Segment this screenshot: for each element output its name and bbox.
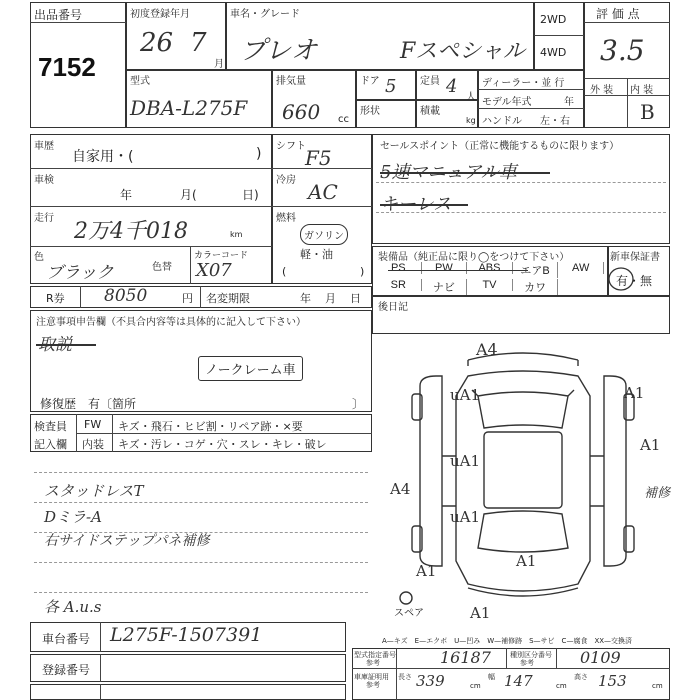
first-reg-label: 初度登録年月 [130, 9, 190, 20]
mileage-value: 2万4千018 [74, 219, 188, 244]
type-spec-label: 型式指定番号 [354, 651, 396, 659]
height-name: 高さ [574, 673, 588, 681]
length-ref: 参考 [366, 681, 380, 689]
insp-year: 年 [120, 188, 133, 202]
mark-spare: スペア [394, 608, 424, 619]
divider [627, 78, 628, 128]
model-year-suffix: 年 [564, 97, 574, 108]
doors: 5 [385, 76, 397, 97]
ac-value: AC [308, 180, 338, 204]
int-label: 内装 [82, 438, 104, 451]
fw-label: FW [84, 418, 102, 431]
mark-a4-left: A4 [390, 480, 411, 498]
divider [30, 206, 272, 207]
height-unit: cm [652, 682, 663, 690]
warranty-value: 有・無 [616, 274, 653, 288]
divider [478, 89, 584, 90]
strike-line [388, 270, 528, 271]
divider [100, 622, 101, 652]
mark-top: A4 [476, 340, 498, 359]
nc-month: 月 [325, 292, 336, 305]
color-code-label: カラーコード [194, 251, 249, 261]
after-market-label: 後日記 [378, 302, 408, 313]
mark-a1-bottom: A1 [470, 604, 491, 622]
strike-line [380, 204, 468, 206]
recycle-box [30, 286, 372, 308]
fuel-gasoline: ガソリン [300, 224, 348, 245]
doors-label: ドア [360, 76, 380, 87]
fuel-paren-close: ) [360, 265, 365, 278]
remark-line5: 各 A.u.s [44, 598, 102, 616]
inspection-label: 車検 [34, 175, 54, 186]
divider [100, 684, 101, 700]
equipment-item: SR [376, 279, 422, 291]
equipment-item: カワ [513, 279, 559, 295]
chassis-label: 車台番号 [42, 632, 91, 646]
history-value: 自家用・( [72, 149, 134, 165]
strike-line [36, 344, 96, 346]
mark-a1-center: A1 [516, 552, 537, 570]
remark-line3: 右サイドステップパネ補修 [44, 533, 210, 549]
width-value: 147 [504, 672, 533, 690]
equipment-item: TV [467, 279, 513, 291]
divider [272, 206, 372, 207]
month-unit: 月 [214, 59, 224, 70]
after-market-box [372, 296, 670, 334]
model-code: DBA-L275F [130, 96, 248, 120]
color-code: X07 [196, 260, 232, 281]
history-close: ) [256, 146, 262, 162]
eval-label: 評 価 点 [596, 7, 640, 21]
eval-score: 3.5 [600, 34, 645, 67]
divider [396, 648, 397, 700]
color-change-label: 色替 [152, 262, 172, 273]
handle-value: 左・右 [540, 116, 570, 127]
no-claim-stamp: ノークレーム車 [198, 356, 303, 381]
divider [506, 648, 507, 668]
r-label: R券 [46, 292, 65, 305]
mark-a1-right-top: A1 [624, 384, 645, 402]
entry-label: 記入欄 [34, 438, 67, 451]
kg-unit: kg [466, 116, 476, 125]
divider [190, 246, 191, 284]
reg-month: 7 [190, 28, 207, 58]
drive-2wd: 2WD [540, 13, 567, 26]
height-value: 153 [598, 672, 627, 690]
divider [352, 668, 670, 669]
displacement: 660 [282, 100, 321, 124]
length-value: 339 [416, 672, 445, 690]
name-change-label: 名変期限 [206, 292, 250, 305]
remark-line1: スタッドレスT [44, 482, 144, 500]
color-value: ブラック [46, 263, 114, 283]
ac-label: 冷房 [276, 175, 296, 186]
history-label: 車歴 [34, 141, 54, 152]
exterior-label: 外 装 [590, 85, 614, 96]
remark-line2: Dミラ-A [44, 508, 102, 526]
ruled-line [34, 472, 368, 473]
class-value: 0109 [580, 648, 621, 667]
insp-month: 月( [180, 188, 197, 202]
drive-4wd: 4WD [540, 46, 567, 59]
divider [112, 414, 113, 452]
mileage-label: 走行 [34, 213, 54, 224]
equipment-item: エアB [513, 262, 559, 278]
seating-label: 定員 [420, 76, 440, 87]
diagram-legend: A—キズ E—エクボ U—凹み W—補修跡 S—サビ C—腐食 XX—交換済 [382, 637, 633, 645]
cc-unit: cc [338, 114, 349, 125]
equipment-item: PW [422, 262, 468, 274]
yen-unit: 円 [182, 292, 193, 305]
shift-label: シフト [276, 141, 306, 152]
interior-label: 内 装 [630, 85, 654, 96]
divider [584, 22, 670, 23]
divider [30, 22, 126, 23]
length-unit: cm [470, 682, 481, 690]
repair-label: 修復歴 有〔箇所 [40, 397, 137, 411]
seating: 4 [446, 76, 458, 97]
model-label: 型式 [130, 76, 150, 87]
width-unit: cm [556, 682, 567, 690]
load-label: 積載 [420, 106, 440, 117]
shift-value: F5 [305, 146, 332, 170]
warranty-label: 新車保証書 [610, 252, 660, 263]
interior-grade: B [640, 100, 655, 124]
mark-ua1-left-top: uA1 [450, 386, 481, 404]
insp-day: 日) [242, 188, 259, 202]
lot-number: 7152 [38, 52, 96, 82]
divider [30, 246, 272, 247]
model-year-label: モデル年式 [482, 97, 532, 108]
width-name: 幅 [488, 673, 495, 681]
fuel-label: 燃料 [276, 213, 296, 224]
divider [272, 168, 372, 169]
dealer-label: ディーラー・並 行 [482, 78, 565, 89]
sales-line2: キーレス [380, 194, 452, 215]
ruled-line [34, 592, 368, 593]
car-name: プレオ [240, 36, 317, 66]
fuel-diesel: 軽・油 [300, 248, 333, 261]
equipment-item: PS [376, 262, 422, 274]
divider [30, 168, 272, 169]
mark-ua1-left-mid: uA1 [450, 452, 481, 470]
strike-line [380, 172, 550, 174]
divider [478, 108, 584, 109]
divider [584, 95, 670, 96]
length-label: 車庫証明用 [354, 673, 389, 681]
nc-day: 日 [350, 292, 361, 305]
divider [80, 286, 81, 308]
divider [100, 654, 101, 682]
car-name-label: 車名・グレード [230, 9, 300, 20]
handle-label: ハンドル [482, 116, 522, 127]
fw-items: キズ・飛石・ヒビ割・リペア跡・×要 [118, 420, 303, 433]
shape-label: 形状 [360, 106, 380, 117]
circle-mark-icon [606, 264, 636, 294]
reg-no-label: 登録番号 [42, 663, 91, 677]
length-name: 長さ [398, 673, 412, 681]
color-label: 色 [34, 252, 44, 263]
divider [200, 286, 201, 308]
equipment-item: ナビ [422, 279, 468, 295]
inspector-label: 検査員 [34, 420, 67, 433]
equipment-item: ABS [467, 262, 513, 274]
sales-points-label: セールスポイント（正常に機能するものに限ります） [380, 141, 620, 152]
r-value: 8050 [104, 286, 148, 306]
repair-close: 〕 [352, 397, 365, 411]
nc-year: 年 [300, 292, 311, 305]
car-diagram [376, 336, 670, 626]
notes-handwritten: 取説 [38, 335, 72, 355]
seating-unit: 人 [466, 92, 476, 103]
reg-year: 26 [140, 28, 174, 58]
grade: Fスペシャル [400, 39, 525, 64]
equipment-item: AW [558, 262, 604, 274]
chassis-value: L275F-1507391 [110, 624, 263, 646]
ruled-line [34, 562, 368, 563]
equipment-label: 装備品（純正品に限り◯をつけて下さい） [378, 252, 570, 263]
lot-label: 出品番号 [34, 8, 83, 22]
divider [556, 648, 557, 668]
class-ref: 参考 [520, 659, 534, 667]
class-label: 種別区分番号 [510, 651, 552, 659]
displacement-label: 排気量 [276, 76, 306, 87]
mark-repair-note: 補修 [644, 486, 671, 501]
mark-ua1-left-bot: uA1 [450, 508, 481, 526]
notes-label: 注意事項申告欄（不具合内容等は具体的に記入して下さい） [36, 317, 306, 328]
mark-a1-right-mid: A1 [640, 436, 661, 454]
type-spec-ref: 参考 [366, 659, 380, 667]
int-items: キズ・汚レ・コゲ・穴・スレ・キレ・破レ [118, 438, 327, 451]
extra-box [30, 684, 346, 700]
divider [534, 35, 584, 36]
fuel-paren: ( [282, 265, 287, 278]
type-spec-value: 16187 [440, 648, 491, 667]
km-unit: km [230, 230, 243, 239]
equipment-row2 [376, 279, 604, 295]
ruled-line [34, 502, 368, 503]
mark-a1-left-bot: A1 [416, 562, 437, 580]
sales-line1: 5速マニュアル車 [380, 162, 517, 183]
